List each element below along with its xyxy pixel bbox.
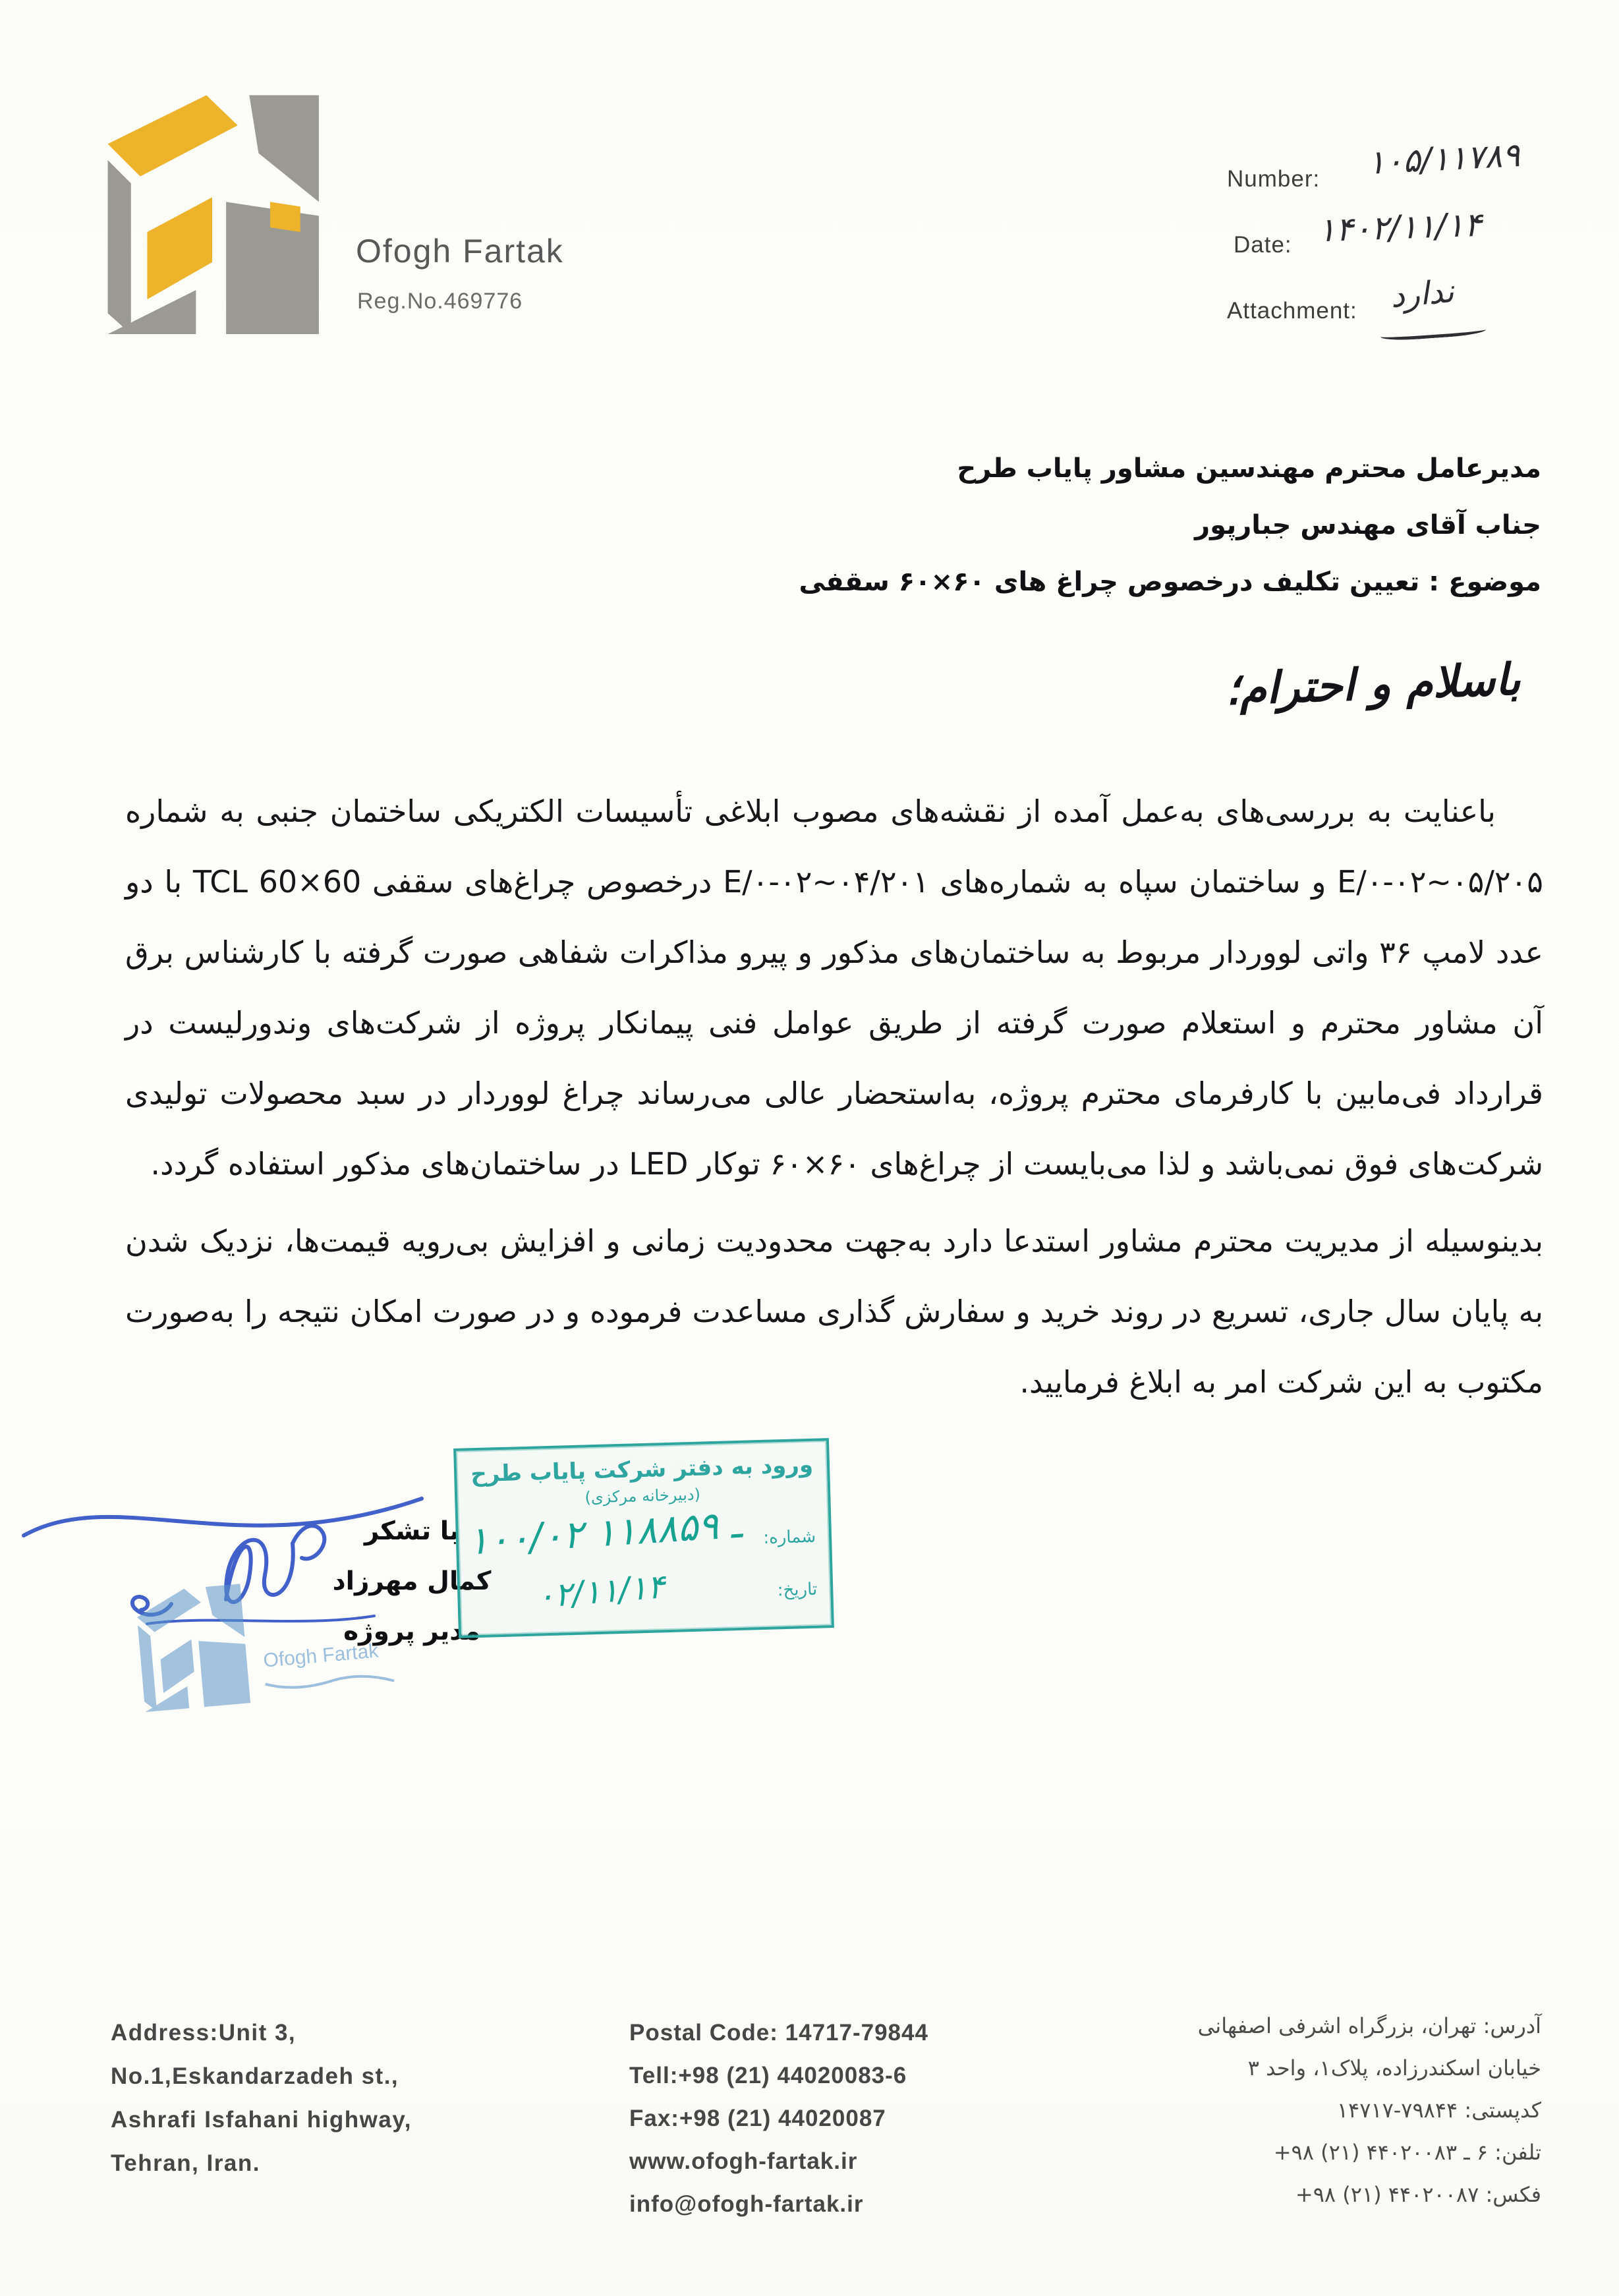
- recipient-block: [799, 440, 1541, 610]
- recipient-line2: جناب آقای مهندس جبارپور: [1195, 510, 1541, 540]
- attachment-underline: [1380, 324, 1487, 341]
- footer-fa-phone: تلفن: ۶ ـ ۴۴۰۲۰۰۸۳ (۲۱) ۹۸+: [1273, 2140, 1541, 2165]
- date-label: Date:: [1234, 232, 1292, 258]
- footer-fa-fax: فکس: ۴۴۰۲۰۰۸۷ (۲۱) ۹۸+: [1295, 2182, 1541, 2207]
- entry-stamp-number-value: ۱۰۰/۰۲ ـ ۱۱۸۸۵۹: [467, 1501, 743, 1564]
- footer-address-en-line: Ashrafi Isfahani highway,: [111, 2107, 412, 2133]
- footer-phone: Tell:+98 (21) 44020083-6: [629, 2063, 907, 2088]
- entry-stamp-date-value: ۰۲/۱۱/۱۴: [535, 1567, 667, 1616]
- signature-title: مدیر پروژه: [343, 1617, 480, 1646]
- entry-stamp-number-label: شماره:: [762, 1526, 816, 1548]
- footer-fa-address-line: آدرس: تهران، بزرگراه اشرفی اصفهانی: [1197, 2013, 1541, 2038]
- footer-address-en-line: No.1,Eskandarzadeh st.,: [111, 2063, 399, 2089]
- company-logo: [96, 86, 328, 341]
- footer-fa-postal-code: کدپستی: ۷۹۸۴۴-۱۴۷۱۷: [1336, 2098, 1541, 2123]
- company-name: Ofogh Fartak: [356, 233, 564, 270]
- company-reg-no: Reg.No.469776: [357, 289, 523, 314]
- attachment-label: Attachment:: [1227, 298, 1357, 324]
- salutation: باسلام و احترام؛: [1224, 654, 1521, 715]
- recipient-line1: مدیرعامل محترم مهندسین مشاور پایاب طرح: [957, 453, 1541, 484]
- footer-fa-address-line: خیابان اسکندرزاده، پلاک۱، واحد ۳: [1247, 2055, 1541, 2081]
- number-label: Number:: [1227, 166, 1321, 192]
- blue-stamp-company-text: Ofogh Fartak: [262, 1640, 380, 1672]
- letter-body: [125, 776, 1543, 1418]
- footer-address-en-line: Address:Unit 3,: [111, 2020, 297, 2046]
- company-blue-stamp: [124, 1555, 427, 1740]
- subject-line: موضوع : تعیین تکلیف درخصوص چراغ های ۶۰×۶۰ سقفی: [799, 567, 1541, 597]
- footer-postal-code: Postal Code: 14717-79844: [629, 2020, 928, 2046]
- entry-stamp-date-label: تاریخ:: [777, 1579, 818, 1601]
- date-value: ۱۴۰۲/۱۱/۱۴: [1317, 205, 1483, 250]
- entry-stamp: [453, 1438, 834, 1638]
- signature-thanks: با تشکر: [364, 1516, 460, 1546]
- entry-stamp-subtitle: (دبیرخانه مرکزی): [584, 1485, 701, 1507]
- body-paragraph-1: باعنایت به بررسی‌های به‌عمل آمده از نقشه‌های مصوب ابلاغی تأسیسات الکتریکی ساختمان جنبی به شماره ۲۰۵/E/۰-۰۲~۰۵ و ساختمان سپاه به شماره‌های ۲۰۱/E/۰-۰۲~۰۴ درخصوص چراغ‌های سقفی TCL 60×60 با دو عدد لامپ ۳۶ واتی لووردار مربوط به ساختمان‌های مذکور و پیرو مذاکرات شفاهی صورت گرفته با کارشناس برق آن مشاور محترم و استعلام صورت گرفته از طریق عوامل فنی پیمانکار پروژه از شرکت‌های وندورلیست در قرارداد فی‌مابین با کارفرمای محترم پروژه، به‌استحضار عالی می‌رساند چراغ لووردار در سبد محصولات تولیدی شرکت‌های فوق نمی‌باشد و لذا می‌بایست از چراغ‌های ۶۰×۶۰ توکار LED در ساختمان‌های مذکور استفاده گردد.: [125, 793, 1543, 1182]
- footer-website: www.ofogh-fartak.ir: [629, 2148, 858, 2174]
- footer-fax: Fax:+98 (21) 44020087: [629, 2106, 886, 2131]
- footer-address-en: [111, 2011, 412, 2185]
- number-value: ۱۰۵/۱۱۷۸۹: [1366, 135, 1521, 183]
- entry-stamp-title: ورود به دفتر شرکت پایاب طرح: [470, 1451, 814, 1488]
- signature-name: کمال مهرزاد: [332, 1566, 492, 1596]
- footer-address-en-line: Tehran, Iran.: [111, 2150, 260, 2176]
- footer-address-fa: [1198, 2005, 1541, 2216]
- attachment-value: ندارد: [1388, 272, 1456, 316]
- footer-contact: [629, 2011, 928, 2225]
- footer-email: info@ofogh-fartak.ir: [629, 2191, 864, 2217]
- body-paragraph-2: بدینوسیله از مدیریت محترم مشاور استدعا دارد به‌جهت محدودیت زمانی و افزایش بی‌رویه قیمت‌ها، نزدیک شدن به پایان سال جاری، تسریع در روند خرید و سفارش گذاری مساعدت فرموده و در صورت امکان نتیجه را به‌صورت مکتوب به این شرکت امر به ابلاغ فرمایید.: [125, 1223, 1543, 1400]
